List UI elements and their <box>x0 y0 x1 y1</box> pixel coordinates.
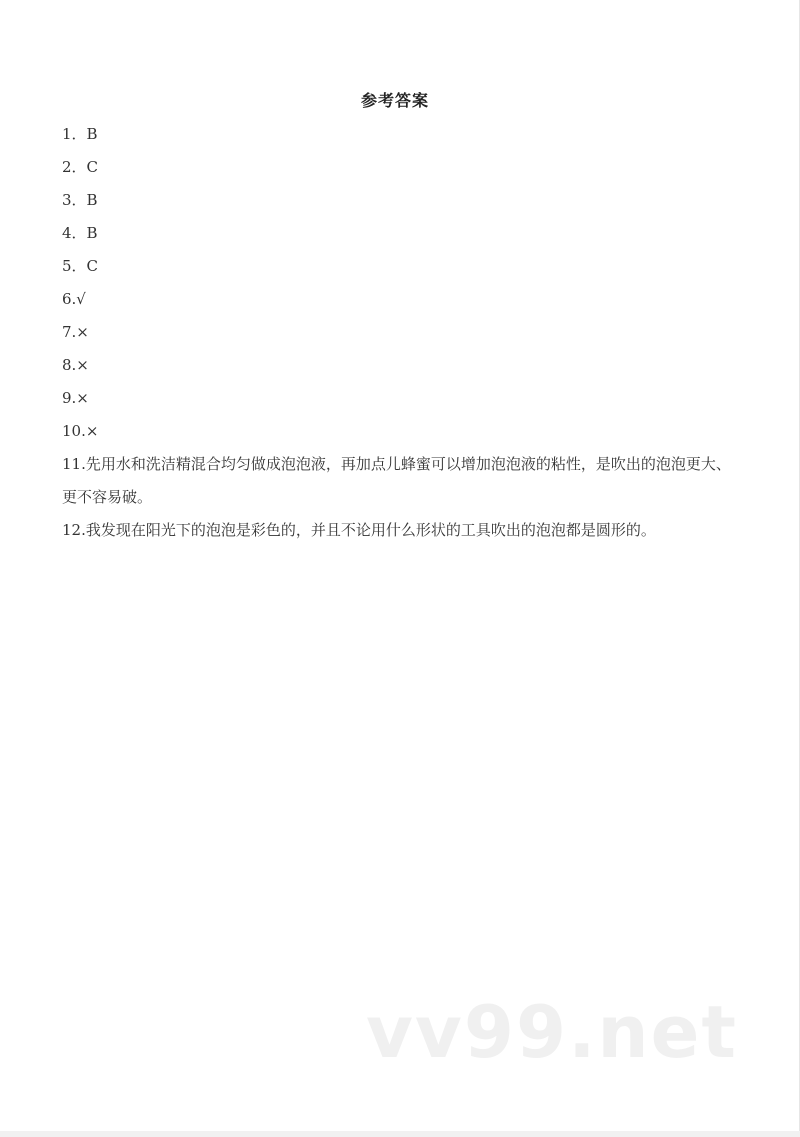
answer-6: 6.√ <box>62 290 86 308</box>
page-bottom-rule <box>0 1131 800 1137</box>
watermark-text: vv99.net <box>366 990 738 1074</box>
answer-8: 8.× <box>62 356 89 374</box>
answer-1: 1．B <box>62 125 98 143</box>
answer-11: 11.先用水和洗洁精混合均匀做成泡泡液，再加点儿蜂蜜可以增加泡泡液的粘性，是吹出的泡泡更大、更不容易破。 <box>62 455 731 506</box>
answer-10: 10.× <box>62 422 99 440</box>
answer-5: 5．C <box>62 257 99 275</box>
answer-4: 4．B <box>62 224 98 242</box>
answer-12: 12.我发现在阳光下的泡泡是彩色的，并且不论用什么形状的工具吹出的泡泡都是圆形的。 <box>62 521 656 539</box>
answer-2: 2．C <box>62 158 99 176</box>
answer-list <box>62 118 742 547</box>
answer-3: 3．B <box>62 191 98 209</box>
answer-7: 7.× <box>62 323 89 341</box>
page-title: 参考答案 <box>360 91 429 110</box>
answer-9: 9.× <box>62 389 89 407</box>
